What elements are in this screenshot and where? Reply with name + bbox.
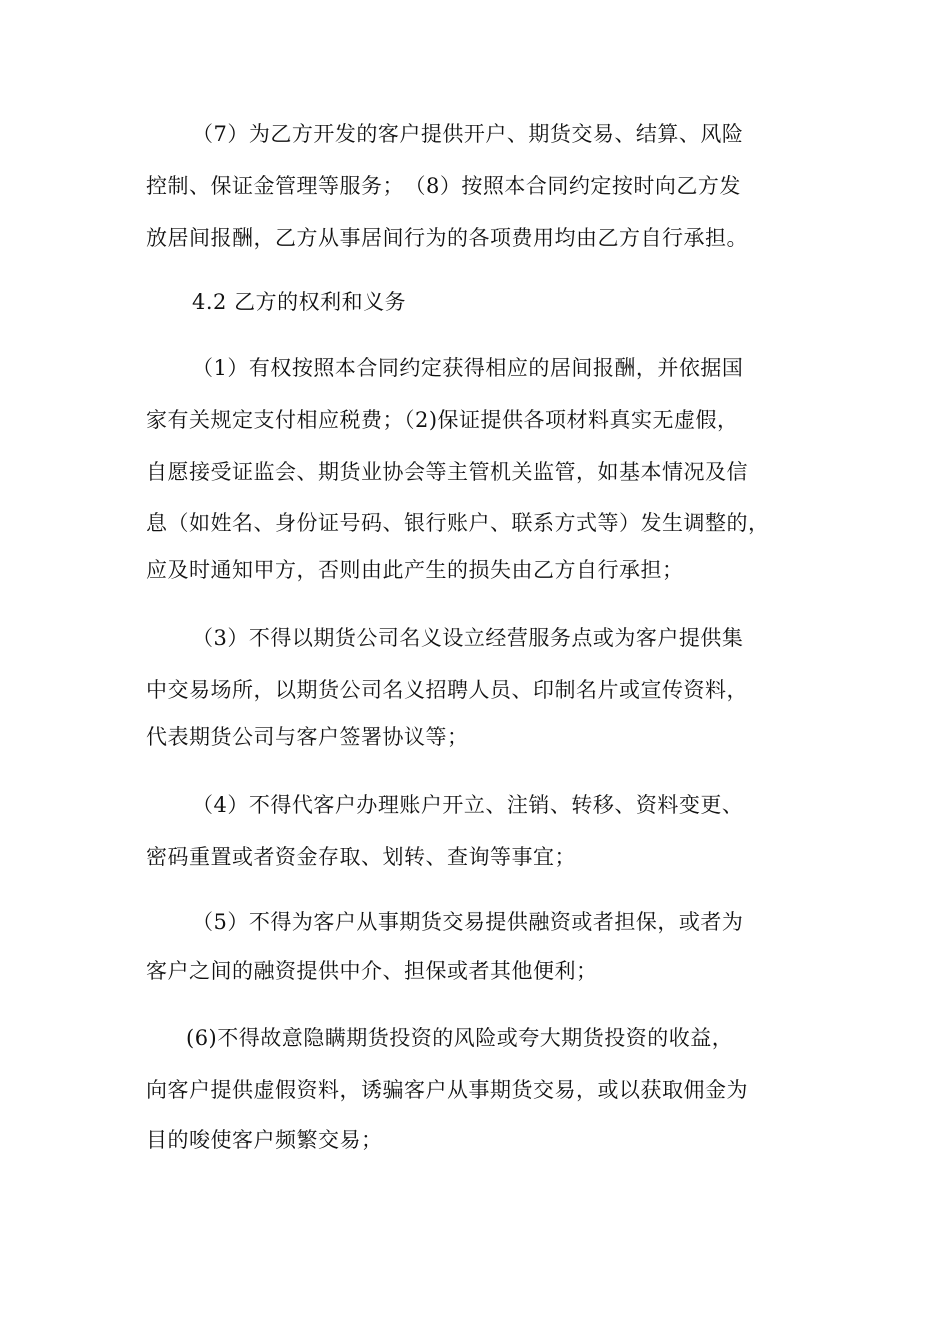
paragraph-line: 中交易场所，以期货公司名义招聘人员、印制名片或宣传资料， [146, 678, 748, 702]
paragraph-line: 向客户提供虚假资料，诱骗客户从事期货交易，或以获取佣金为 [146, 1078, 748, 1102]
paragraph-line: 代表期货公司与客户签署协议等； [146, 725, 469, 749]
paragraph-line: 密码重置或者资金存取、划转、查询等事宜； [146, 845, 576, 869]
paragraph-line: 放居间报酬，乙方从事居间行为的各项费用均由乙方自行承担。 [146, 226, 748, 250]
paragraph-line: 自愿接受证监会、期货业协会等主管机关监管，如基本情况及信 [146, 460, 748, 484]
paragraph-line: （3）不得以期货公司名义设立经营服务点或为客户提供集 [192, 626, 744, 650]
paragraph-line: (6)不得故意隐瞒期货投资的风险或夸大期货投资的收益， [186, 1026, 734, 1050]
paragraph-line: （4）不得代客户办理账户开立、注销、转移、资料变更、 [192, 793, 744, 817]
paragraph-line: 应及时通知甲方，否则由此产生的损失由乙方自行承担； [146, 558, 684, 582]
paragraph-line: 目的唆使客户频繁交易； [146, 1128, 383, 1152]
paragraph-line: 家有关规定支付相应税费；（2)保证提供各项材料真实无虚假， [146, 408, 739, 432]
paragraph-line: （7）为乙方开发的客户提供开户、期货交易、结算、风险 [192, 122, 744, 146]
paragraph-line: 客户之间的融资提供中介、担保或者其他便利； [146, 959, 598, 983]
paragraph-line: （5）不得为客户从事期货交易提供融资或者担保，或者为 [192, 910, 744, 934]
paragraph-line: （1）有权按照本合同约定获得相应的居间报酬，并依据国 [192, 356, 744, 380]
paragraph-line: 控制、保证金管理等服务； （8）按照本合同约定按时向乙方发 [146, 174, 741, 198]
paragraph-line: 息（如姓名、身份证号码、银行账户、联系方式等）发生调整的， [146, 511, 770, 535]
section-heading: 4.2 乙方的权利和义务 [192, 290, 407, 314]
